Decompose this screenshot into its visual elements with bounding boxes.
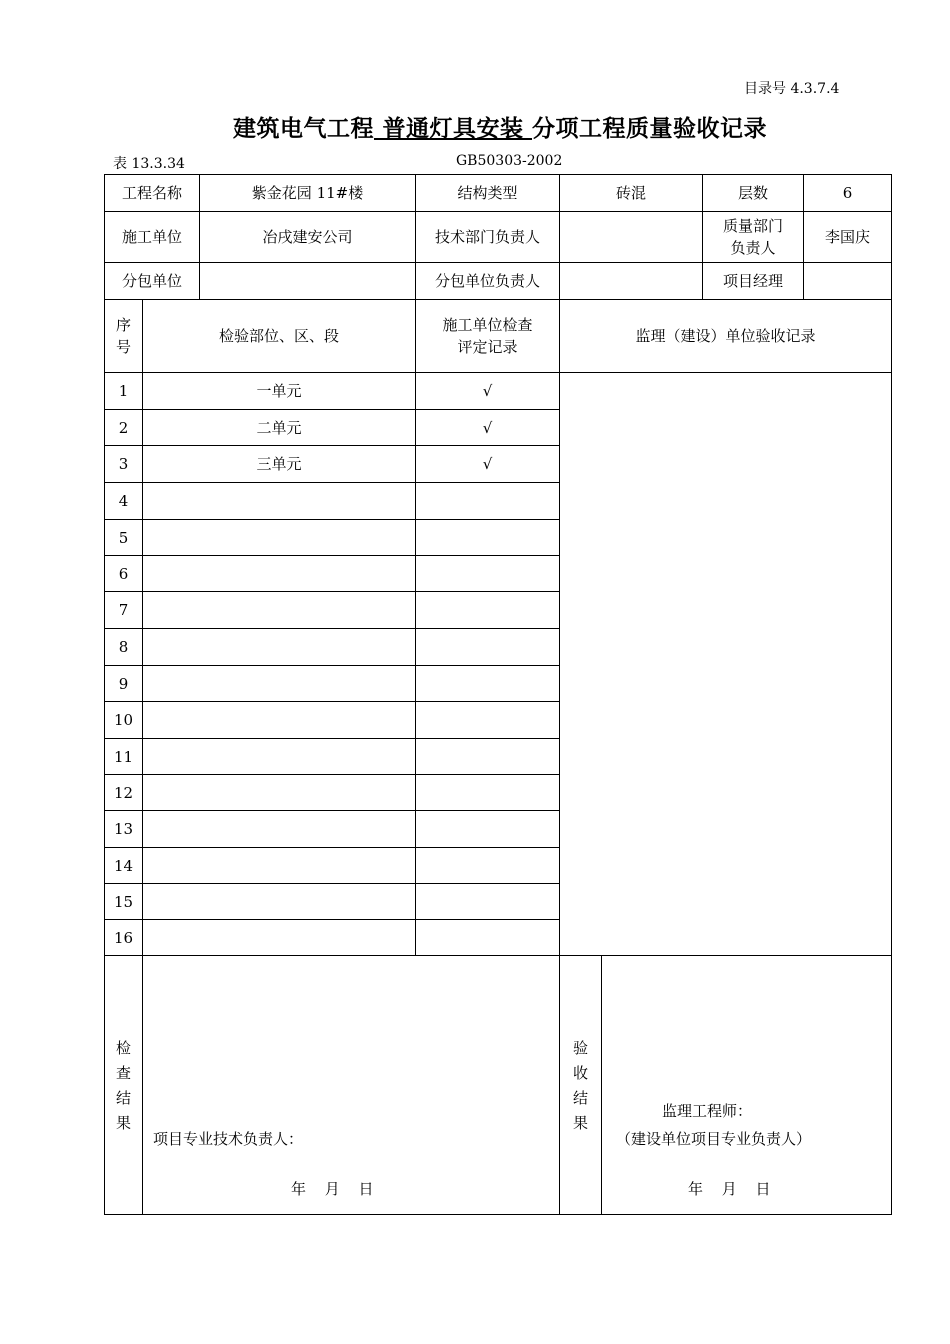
check-result-char: 查 <box>115 1064 131 1082</box>
table-number: 表 13.3.34 <box>113 156 185 172</box>
seq-header-line2: 号 <box>115 338 131 356</box>
page-title <box>0 110 950 143</box>
row-check <box>416 592 560 629</box>
row-check <box>416 775 560 811</box>
contractor-label: 施工单位 <box>105 212 200 263</box>
check-header-line2: 评定记录 <box>457 338 518 356</box>
row-location: 三单元 <box>143 446 416 483</box>
title-item: 普通灯具安装 <box>373 115 532 142</box>
row-number: 9 <box>105 666 143 702</box>
row-number: 6 <box>105 556 143 592</box>
seq-header <box>105 300 143 373</box>
row-check <box>416 811 560 848</box>
check-result-char: 检 <box>115 1039 131 1057</box>
row-location <box>143 629 416 666</box>
row-location <box>143 483 416 520</box>
subcontractor-label: 分包单位 <box>105 263 200 300</box>
check-result-label <box>105 956 143 1215</box>
contractor-value: 冶戌建安公司 <box>200 212 416 263</box>
project-name-value: 紫金花园 11#楼 <box>200 175 416 212</box>
pm-label: 项目经理 <box>703 263 804 300</box>
row-location: 一单元 <box>143 373 416 410</box>
row-check <box>416 920 560 956</box>
quality-head-label-line1: 质量部门 <box>723 217 784 235</box>
title-prefix: 建筑电气工程 <box>232 115 374 142</box>
info-row-project <box>105 175 892 212</box>
row-number: 11 <box>105 739 143 775</box>
check-header <box>416 300 560 373</box>
table-row <box>105 373 892 410</box>
tech-head-label: 技术部门负责人 <box>416 212 560 263</box>
structure-label: 结构类型 <box>416 175 560 212</box>
column-header-row <box>105 300 892 373</box>
subcontractor-value <box>200 263 416 300</box>
supervision-header: 监理（建设）单位验收记录 <box>560 300 892 373</box>
accept-result-label <box>560 956 602 1215</box>
check-header-line1: 施工单位检查 <box>442 316 533 334</box>
row-number: 1 <box>105 373 143 410</box>
row-number: 16 <box>105 920 143 956</box>
supervisor-label: 监理工程师： <box>662 1102 753 1120</box>
row-check <box>416 666 560 702</box>
row-location <box>143 592 416 629</box>
info-row-subcontractor <box>105 263 892 300</box>
row-check <box>416 520 560 556</box>
sub-head-value <box>560 263 703 300</box>
accept-result-char: 果 <box>573 1114 589 1132</box>
row-location <box>143 739 416 775</box>
row-location <box>143 920 416 956</box>
accept-date: 年 月 日 <box>688 1180 771 1198</box>
tech-head-value <box>560 212 703 263</box>
location-header: 检验部位、区、段 <box>143 300 416 373</box>
standard-code: GB50303-2002 <box>456 153 563 169</box>
result-row <box>105 956 892 1215</box>
row-location <box>143 848 416 884</box>
row-check <box>416 884 560 920</box>
row-location <box>143 811 416 848</box>
quality-head-value: 李国庆 <box>804 212 892 263</box>
row-check <box>416 483 560 520</box>
row-number: 7 <box>105 592 143 629</box>
acceptance-form <box>104 174 892 1215</box>
row-number: 12 <box>105 775 143 811</box>
row-check: √ <box>416 446 560 483</box>
row-check: √ <box>416 373 560 410</box>
sub-head-label: 分包单位负责人 <box>416 263 560 300</box>
row-number: 8 <box>105 629 143 666</box>
title-suffix: 分项工程质量验收记录 <box>532 115 767 142</box>
row-check <box>416 629 560 666</box>
accept-result-char: 结 <box>573 1089 589 1107</box>
row-location <box>143 775 416 811</box>
check-result-area <box>143 956 560 1215</box>
row-number: 5 <box>105 520 143 556</box>
floors-value: 6 <box>804 175 892 212</box>
row-location <box>143 556 416 592</box>
row-check: √ <box>416 410 560 446</box>
supervision-record-area <box>560 373 892 956</box>
row-location <box>143 666 416 702</box>
catalog-number: 目录号 4.3.7.4 <box>744 81 840 97</box>
row-number: 2 <box>105 410 143 446</box>
row-location <box>143 702 416 739</box>
check-result-char: 结 <box>115 1089 131 1107</box>
row-check <box>416 739 560 775</box>
row-number: 15 <box>105 884 143 920</box>
check-result-char: 果 <box>115 1114 131 1132</box>
tech-person-label: 项目专业技术负责人： <box>153 1130 304 1148</box>
row-number: 4 <box>105 483 143 520</box>
row-location: 二单元 <box>143 410 416 446</box>
row-location <box>143 884 416 920</box>
row-check <box>416 556 560 592</box>
pm-value <box>804 263 892 300</box>
row-number: 3 <box>105 446 143 483</box>
project-name-label: 工程名称 <box>105 175 200 212</box>
owner-person-label: （建设单位项目专业负责人） <box>616 1130 812 1148</box>
quality-head-label-line2: 负责人 <box>730 239 776 257</box>
row-check <box>416 848 560 884</box>
check-date: 年 月 日 <box>291 1180 374 1198</box>
info-row-contractor <box>105 212 892 263</box>
accept-result-char: 收 <box>573 1064 589 1082</box>
row-location <box>143 520 416 556</box>
row-number: 10 <box>105 702 143 739</box>
floors-label: 层数 <box>703 175 804 212</box>
accept-result-char: 验 <box>573 1039 589 1057</box>
accept-result-area <box>602 956 892 1215</box>
row-number: 14 <box>105 848 143 884</box>
row-check <box>416 702 560 739</box>
quality-head-label <box>703 212 804 263</box>
seq-header-line1: 序 <box>115 316 131 334</box>
row-number: 13 <box>105 811 143 848</box>
structure-value: 砖混 <box>560 175 703 212</box>
